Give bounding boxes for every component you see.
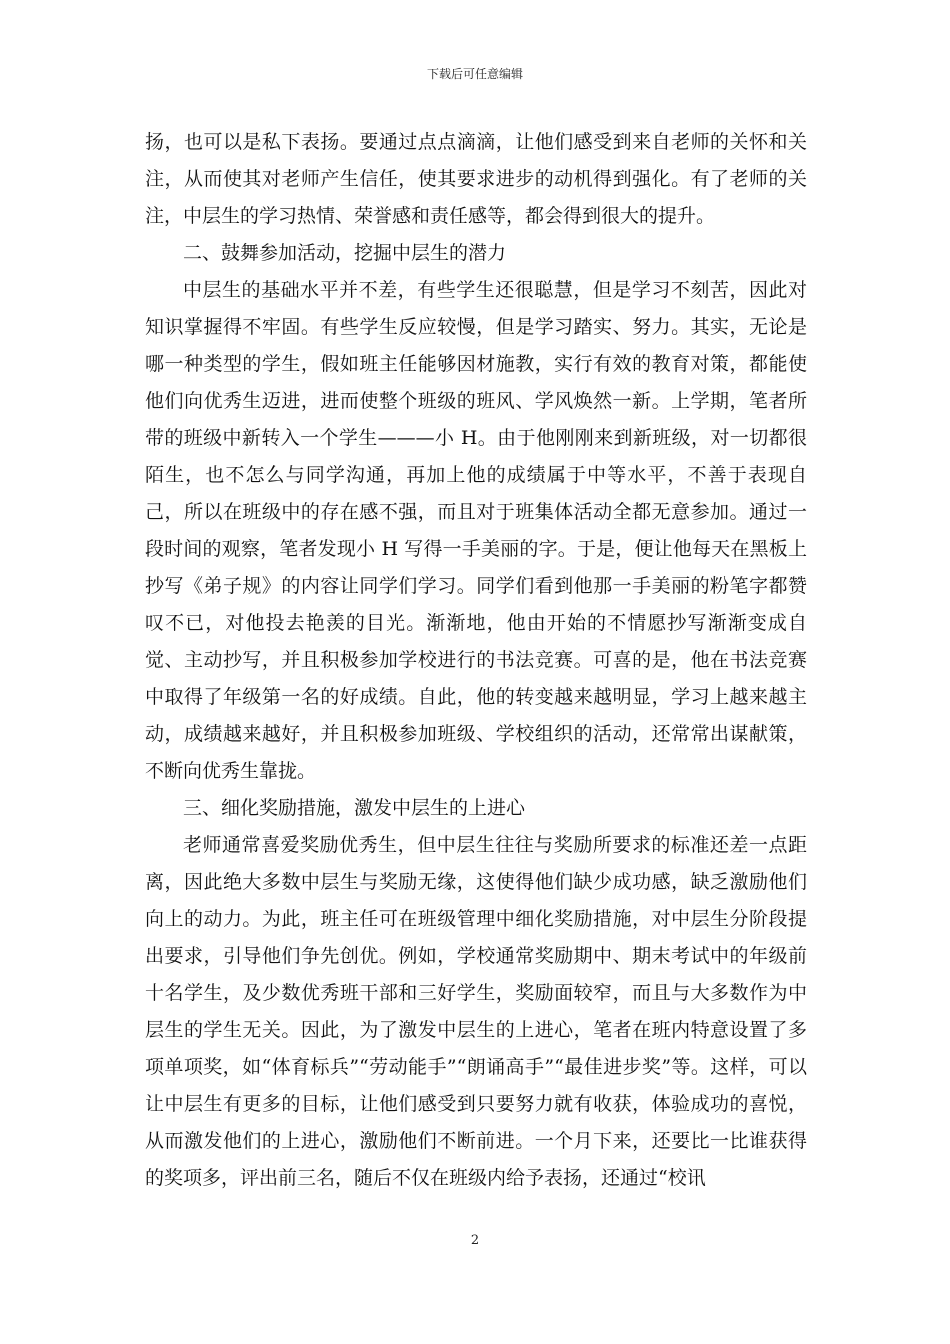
page-header: 下载后可任意编辑 (426, 67, 523, 81)
paragraph-continuation: 扬，也可以是私下表扬。要通过点点滴滴，让他们感受到来自老师的关怀和关注，从而使其对老师产生信任，使其要求进步的动机得到强化。有了老师的关注，中层生的学习热情、荣誉感和责任感等，都会得到很大的提升。 (145, 131, 807, 227)
page-number: 2 (470, 1233, 480, 1248)
section-heading-3: 三、细化奖励措施，激发中层生的上进心 (183, 797, 526, 819)
document-body (145, 124, 807, 1197)
paragraph-section-2: 中层生的基础水平并不差，有些学生还很聪慧，但是学习不刻苦，因此对知识掌握得不牢固。有些学生反应较慢，但是学习踏实、努力。其实，无论是哪一种类型的学生，假如班主任能够因材施教，实行有效的教育对策，都能使他们向优秀生迈进，进而使整个班级的班风、学风焕然一新。上学期，笔者所带的班级中新转入一个学生———小 H。由于他刚刚来到新班级，对一切都很陌生，也不怎么与同学沟通，再加上他的成绩属于中等水平，不善于表现自己，所以在班级中的存在感不强，而且对于班集体活动全都无意参加。通过一段时间的观察，笔者发现小 H 写得一手美丽的字。于是，便让他每天在黑板上抄写《弟子规》的内容让同学们学习。同学们看到他那一手美丽的粉笔字都赞叹不已，对他投去艳羡的目光。渐渐地，他由开始的不情愿抄写渐渐变成自觉、主动抄写，并且积极参加学校进行的书法竞赛。可喜的是，他在书法竞赛中取得了年级第一名的好成绩。自此，他的转变越来越明显，学习上越来越主动，成绩越来越好，并且积极参加班级、学校组织的活动，还常常出谋献策，不断向优秀生靠拢。 (145, 279, 807, 782)
paragraph-section-3: 老师通常喜爱奖励优秀生，但中层生往往与奖励所要求的标准还差一点距离，因此绝大多数中层生与奖励无缘，这使得他们缺少成功感，缺乏激励他们向上的动力。为此，班主任可在班级管理中细化奖励措施，对中层生分阶段提出要求，引导他们争先创优。例如，学校通常奖励期中、期末考试中的年级前十名学生，及少数优秀班干部和三好学生，奖励面较窄，而且与大多数作为中层生的学生无关。因此，为了激发中层生的上进心，笔者在班内特意设置了多项单项奖，如“体育标兵”“劳动能手”“朗诵高手”“最佳进步奖”等。这样，可以让中层生有更多的目标，让他们感受到只要努力就有收获，体验成功的喜悦，从而激发他们的上进心，激励他们不断前进。一个月下来，还要比一比谁获得的奖项多，评出前三名，随后不仅在班级内给予表扬，还通过“校讯 (145, 834, 807, 1189)
section-heading-2: 二、鼓舞参加活动，挖掘中层生的潜力 (183, 242, 507, 264)
